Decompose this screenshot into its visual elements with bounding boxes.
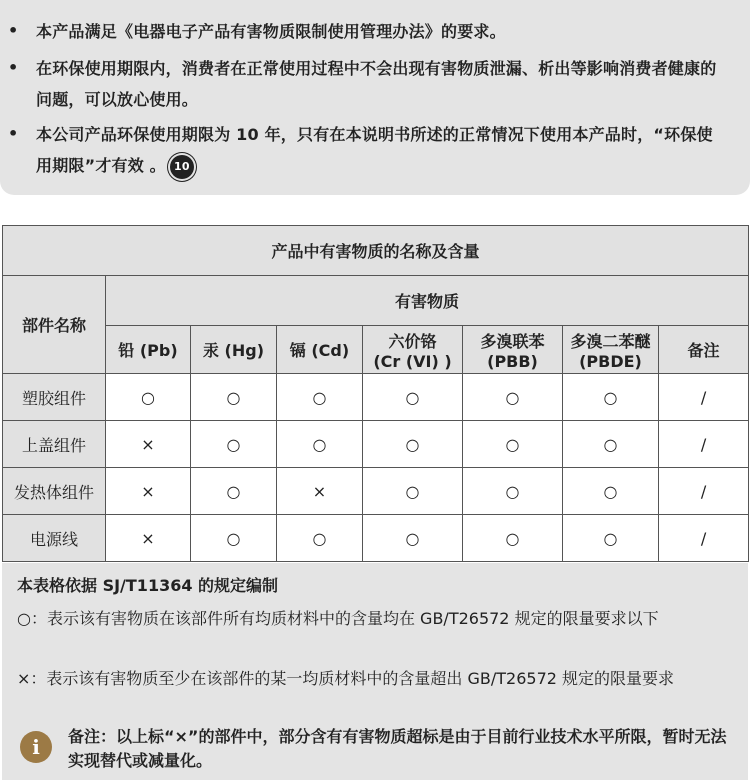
column-header-cr6 [363,326,463,374]
value-cell: ○ [191,468,277,515]
value-cell: × [277,468,363,515]
value-cell: ○ [563,468,659,515]
part-name-header: 部件名称 [3,276,106,374]
value-cell: ○ [563,421,659,468]
value-cell: ○ [106,374,191,421]
value-cell: ○ [363,515,463,562]
bullet-3: • [8,124,19,143]
table-title: 产品中有害物质的名称及含量 [3,226,749,276]
statement-3-text: 本公司产品环保使用期限为 10 年，只有在本说明书所述的正常情况下使用本产品时，“环保使用期限”才有效 。 [36,125,713,175]
column-header-cr6-line1: 六价铬 [388,331,437,351]
statement-2: 在环保使用期限内，消费者在正常使用过程中不会出现有害物质泄漏、析出等影响消费者健康的问题，可以放心使用。 [36,59,717,109]
value-cell: ○ [463,421,563,468]
part-name-cell: 发热体组件 [3,468,106,515]
value-cell: × [106,515,191,562]
bullet-1: • [8,21,19,40]
value-cell: ○ [463,374,563,421]
value-cell: × [106,421,191,468]
column-header-pbb [463,326,563,374]
column-header-pbde [563,326,659,374]
value-cell: ○ [563,374,659,421]
column-header-remark [659,326,749,374]
circle-legend-note: ○：表示该有害物质在该部件所有均质材料中的含量均在 GB/T26572 规定的限量要求以下 [17,609,659,628]
remark-cell: / [659,468,749,515]
value-cell: ○ [277,374,363,421]
remark-cell: / [659,374,749,421]
notes-title: 本表格依据 SJ/T11364 的规定编制 [17,576,279,595]
value-cell: ○ [363,374,463,421]
column-header-cr6-line2: (Cr (VI) ) [373,351,452,371]
value-cell: ○ [363,421,463,468]
part-name-cell: 塑胶组件 [3,374,106,421]
column-header-pb [106,326,191,374]
part-name-cell: 上盖组件 [3,421,106,468]
hazardous-substance-header: 有害物质 [106,276,749,326]
value-cell: ○ [463,468,563,515]
column-header-pbb-line1: 多溴联苯 [480,331,545,351]
value-cell: ○ [277,515,363,562]
remark-note: 备注：以上标“×”的部件中，部分含有有害物质超标是由于目前行业技术水平所限，暂时无法实现替代或减量化。 [68,727,727,770]
statement-1: 本产品满足《电器电子产品有害物质限制使用管理办法》的要求。 [36,22,506,41]
table-row [3,374,749,421]
table-row [3,421,749,468]
value-cell: ○ [277,421,363,468]
value-cell: ○ [191,515,277,562]
rohs-statement-box [0,0,750,195]
column-header-pb-label: 铅 (Pb) [118,341,178,360]
hazardous-substance-table [2,225,749,562]
value-cell: ○ [363,468,463,515]
remark-cell: / [659,421,749,468]
notes-box [2,563,748,780]
value-cell: ○ [191,374,277,421]
table-row [3,468,749,515]
substance-columns-row [3,326,749,374]
value-cell: ○ [191,421,277,468]
column-header-hg [191,326,277,374]
value-cell: ○ [563,515,659,562]
column-header-pbde-line2: (PBDE) [579,351,642,371]
column-header-pbde-line1: 多溴二苯醚 [570,331,651,351]
column-header-cd-label: 镉 (Cd) [289,341,350,360]
value-cell: × [106,468,191,515]
column-header-remark-label: 备注 [687,341,720,360]
table-row [3,515,749,562]
epup-10-year-logo-icon: 10 [170,155,194,179]
column-header-hg-label: 汞 (Hg) [202,341,265,360]
value-cell: ○ [463,515,563,562]
cross-legend-note: ×：表示该有害物质至少在该部件的某一均质材料中的含量超出 GB/T26572 规定的限量要求 [17,669,675,688]
column-header-pbb-line2: (PBB) [487,351,538,371]
info-icon: i [20,731,52,763]
column-header-cd [277,326,363,374]
remark-cell: / [659,515,749,562]
part-name-cell: 电源线 [3,515,106,562]
statement-3 [36,119,726,181]
bullet-2: • [8,58,19,77]
